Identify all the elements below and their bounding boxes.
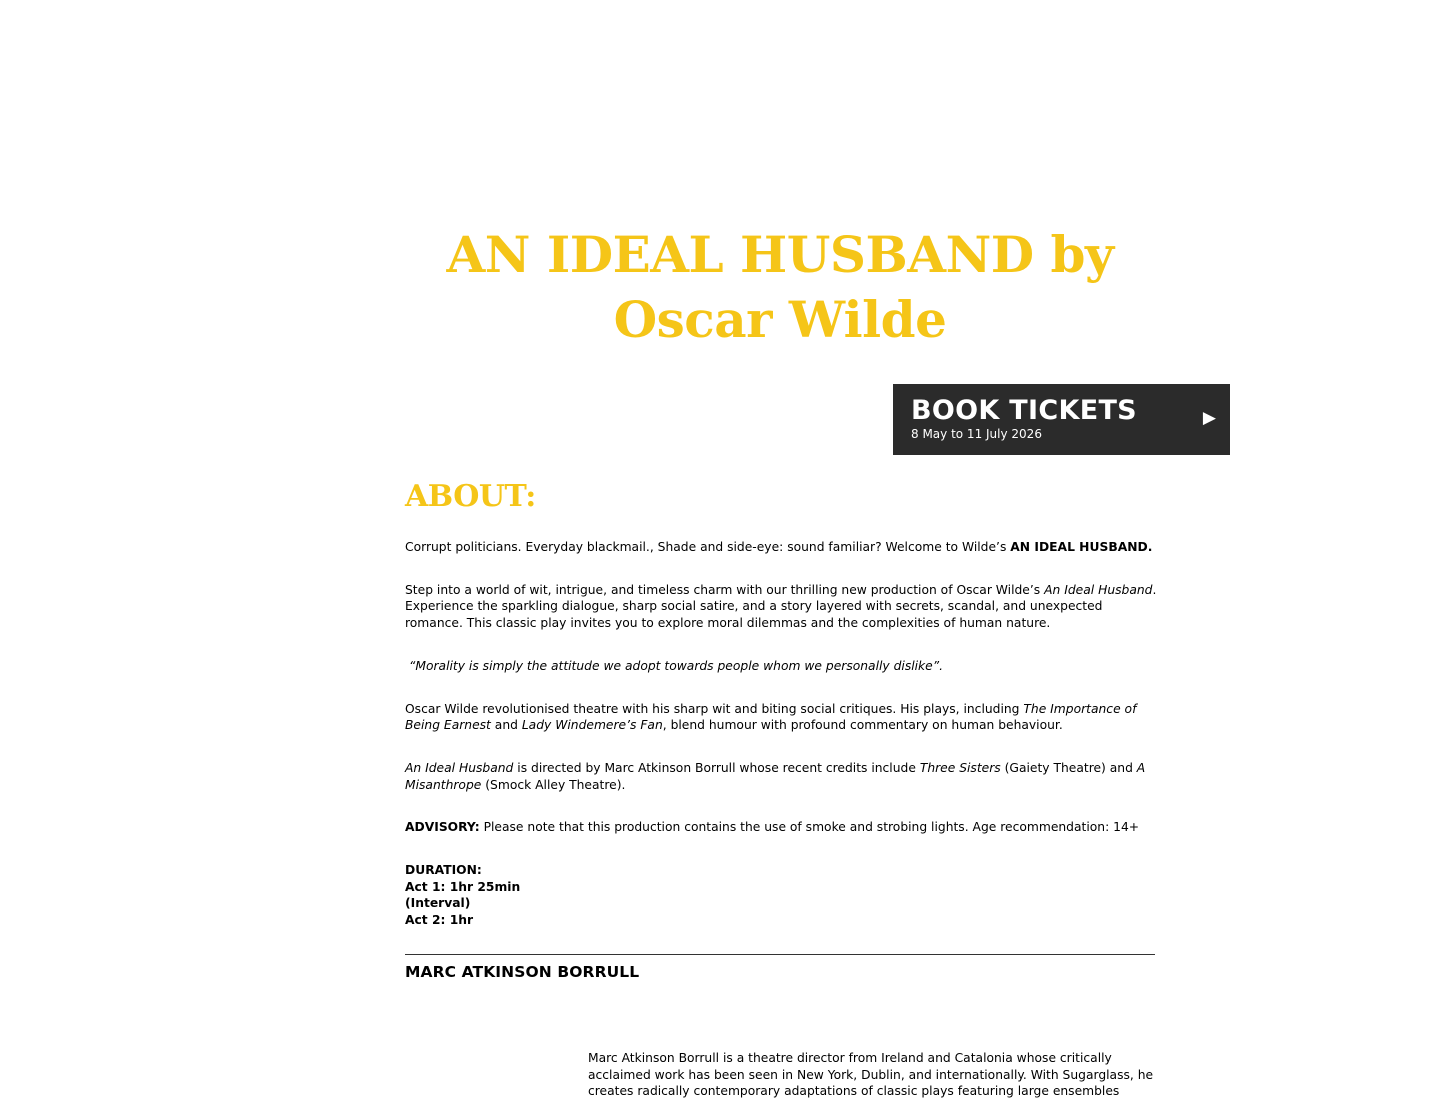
section-divider (405, 954, 1155, 955)
description-text-2: . Experience the sparkling dialogue, sharp social satire, and a story layered with secrets, scandal, and unexpected romance. This classic play invites you to explore moral dilemmas and the complexities of human nature. (405, 582, 1157, 631)
wilde-text-1: Oscar Wilde revolutionised theatre with his sharp wit and biting social critiques. His plays, including (405, 701, 1024, 716)
description-text-1: Step into a world of wit, intrigue, and timeless charm with our thrilling new production of Oscar Wilde’s (405, 582, 1045, 597)
credits-title-1: An Ideal Husband (405, 760, 514, 775)
advisory-label: ADVISORY: (405, 820, 480, 835)
credits-title-2: Three Sisters (919, 760, 1001, 775)
credits-text-1: is directed by Marc Atkinson Borrull whose recent credits include (513, 760, 920, 775)
description-title-italic: An Ideal Husband (1044, 582, 1153, 597)
duration-act-1: Act 1: 1hr 25min (405, 879, 521, 894)
quote-paragraph (405, 658, 1157, 675)
duration-act-2: Act 2: 1hr (405, 913, 474, 928)
page-title-line2: Oscar Wilde (613, 290, 947, 349)
duration-label: DURATION: (405, 863, 482, 877)
book-tickets-button[interactable] (893, 384, 1230, 455)
advisory-text: Please note that this production contains the use of smoke and strobing lights. Age recommendation: 14+ (479, 820, 1140, 835)
intro-title-bold: AN IDEAL HUSBAND. (1010, 540, 1153, 554)
wilde-play-1: The Importance of Being Earnest (405, 701, 1137, 733)
director-credits-paragraph (405, 760, 1157, 793)
intro-paragraph (405, 539, 1157, 556)
wilde-quote: “Morality is simply the attitude we adopt towards people whom we personally dislike”. (409, 658, 944, 673)
wilde-text-2: and (490, 718, 522, 733)
wilde-text-3: , blend humour with profound commentary on human behaviour. (662, 718, 1063, 733)
play-triangle-icon: ▶ (1202, 408, 1216, 428)
duration-block (405, 862, 520, 929)
intro-text: Corrupt politicians. Everyday blackmail., Shade and side-eye: sound familiar? Welcome to Wilde’s (405, 540, 1011, 554)
book-tickets-label: BOOK TICKETS (911, 395, 1137, 426)
wilde-paragraph (405, 701, 1157, 734)
page-title (440, 222, 1120, 352)
about-content (405, 539, 1157, 862)
about-heading: ABOUT: (405, 479, 536, 514)
credits-text-3: (Smock Alley Theatre). (481, 777, 626, 792)
description-paragraph (405, 582, 1157, 632)
performance-dates: 8 May to 11 July 2026 (911, 427, 1042, 441)
credits-title-3: A Misanthrope (405, 760, 1146, 792)
wilde-play-2: Lady Windemere’s Fan (521, 718, 663, 733)
advisory-paragraph (405, 819, 1157, 836)
page-title-line1: AN IDEAL HUSBAND by (446, 225, 1114, 284)
director-heading: MARC ATKINSON BORRULL (405, 963, 640, 981)
duration-interval: (Interval) (405, 896, 471, 911)
credits-text-2: (Gaiety Theatre) and (1000, 760, 1137, 775)
director-bio: Marc Atkinson Borrull is a theatre director from Ireland and Catalonia whose critically acclaimed work has been seen in New York, Dublin, and internationally. With Sugarglass, he creates radically contemporary adaptations of classic plays featuring large ensembles (588, 1051, 1154, 1099)
